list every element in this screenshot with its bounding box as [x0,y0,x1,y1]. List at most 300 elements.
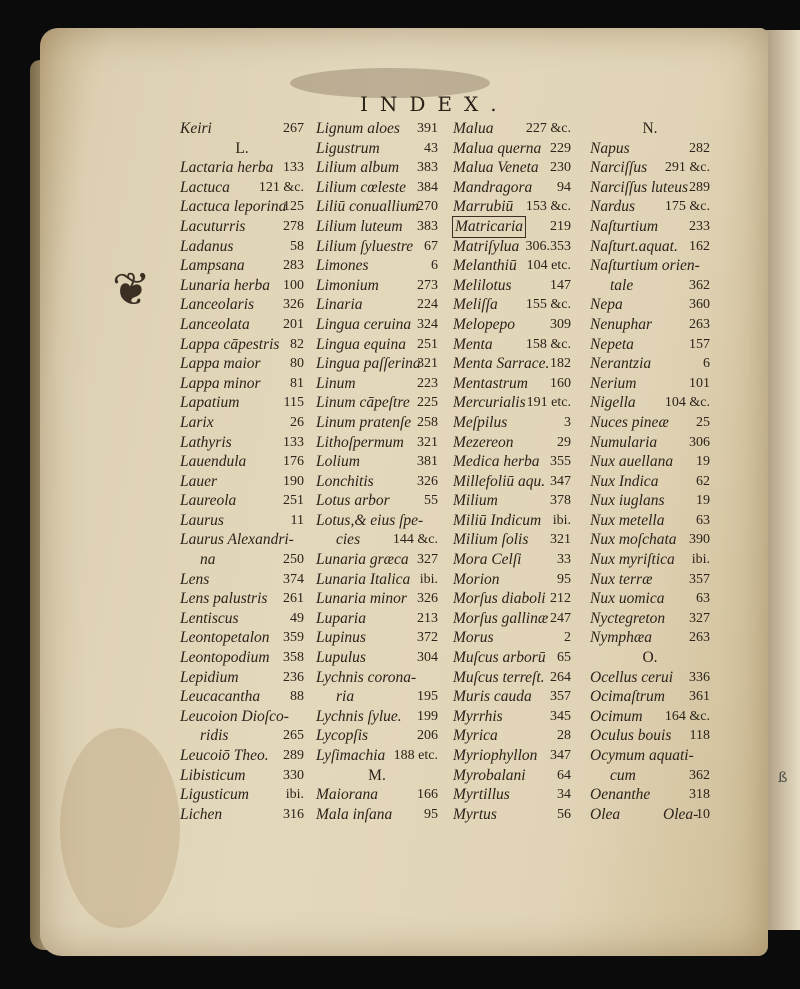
entry-name: Morſus diaboli [453,590,546,608]
entry-name: Lactuca leporina [180,198,287,216]
index-entry [316,766,438,786]
index-entry [316,217,438,237]
index-entry [180,472,304,492]
index-entry [180,550,304,570]
entry-page: 321 [550,532,571,548]
index-entry [180,530,304,550]
entry-page: 64 [557,767,571,783]
entry-page: 65 [557,650,571,666]
index-entry [590,726,710,746]
entry-name: Lacuturris [180,217,246,235]
floral-ornament-icon: ❦ [112,262,151,316]
index-entry [180,452,304,472]
index-entry [180,785,304,805]
index-entry [590,628,710,648]
entry-name: Linum cāpeſtre [316,394,410,412]
index-entry [590,217,710,237]
index-entry [453,550,571,570]
entry-page: 55 [424,493,438,509]
entry-name: Leucacantha [180,688,261,706]
entry-page: 175 &c. [664,199,710,215]
index-entry [590,550,710,570]
entry-page: 273 [417,277,438,293]
entry-page: 10 [696,806,710,822]
index-entry [590,139,710,159]
entry-page: 101 [689,375,710,391]
entry-page: 357 [689,571,710,587]
index-entry [316,335,438,355]
entry-name: Lappa cāpestris [180,335,280,353]
entry-page: 63 [696,591,710,607]
index-entry [316,374,438,394]
index-entry [453,609,571,629]
index-entry [180,158,304,178]
index-entry [180,413,304,433]
entry-name: Libisticum [180,766,246,784]
entry-page: 229 [550,140,571,156]
entry-page: 157 [689,336,710,352]
entry-name: Lunaria Italica [316,570,411,588]
entry-page: 289 [689,179,710,195]
entry-name: Matricaria [455,217,524,235]
entry-page: 261 [283,591,304,607]
entry-page: 212 [550,591,571,607]
index-entry [590,785,710,805]
entry-page: 391 [417,121,438,136]
index-entry [180,374,304,394]
index-entry [180,648,304,668]
entry-page: 360 [689,297,710,313]
entry-name: Nardus [590,198,636,216]
entry-page: 62 [696,473,710,489]
entry-page: 133 [283,160,304,176]
index-entry [453,746,571,766]
entry-page: 278 [283,218,304,234]
entry-name: Narciſſus [590,159,648,177]
entry-name: Nyctegreton [590,609,666,627]
index-entry [453,687,571,707]
entry-page: 213 [417,610,438,626]
entry-page: 191 etc. [526,395,571,411]
entry-page: 227 &c. [525,121,571,136]
index-entry [453,530,571,550]
entry-name: Ocimaſtrum [590,688,665,706]
entry-name: Nuces pineæ [590,413,669,431]
index-entry [590,491,710,511]
index-entry [590,609,710,629]
entry-page: 378 [550,493,571,509]
entry-page: 188 etc. [393,748,438,763]
entry-page: 95 [557,571,571,587]
entry-page: 355 [550,454,571,470]
index-entry [316,452,438,472]
index-entry [180,393,304,413]
entry-name: Ocymum aquati- [590,747,694,764]
entry-page: 289 [283,748,304,763]
index-entry [180,511,304,531]
index-entry [453,295,571,315]
entry-page: 182 [550,356,571,372]
index-entry [316,589,438,609]
entry-name: Lactuca [180,178,230,196]
entry-page: 309 [550,316,571,332]
index-entry [590,178,710,198]
entry-name: Muris cauda [453,688,532,706]
index-entry [453,158,571,178]
entry-name: Lichen [180,805,223,823]
entry-name: Leontopetalon [180,629,270,647]
entry-name: Nux myriſtica [590,551,675,569]
index-entry [316,785,438,805]
entry-name: Napus [590,139,630,157]
entry-name: Lauendula [180,453,247,471]
index-entry [180,668,304,688]
entry-name: Morus [453,629,494,647]
entry-name: Mercurialis [453,394,526,412]
index-entry [180,805,304,825]
index-entry [316,354,438,374]
entry-name: Nux auellana [590,453,674,471]
index-column-4 [590,119,710,824]
entry-page: 326 [283,297,304,313]
index-entry [316,511,438,531]
entry-name: Matriſylua [453,237,520,255]
index-entry [453,511,571,531]
entry-name: Nux terræ [590,570,653,588]
entry-page: 26 [290,414,304,430]
entry-name: Muſcus arborū [453,649,546,667]
entry-name: Morion [453,570,500,588]
index-entry [590,374,710,394]
entry-page: 250 [283,552,304,568]
entry-page: 327 [689,610,710,626]
index-entry [590,766,710,786]
index-entry [180,766,304,786]
entry-page: 80 [290,356,304,372]
entry-name: Miliū Indicum [453,511,542,529]
entry-name: Nepa [590,296,623,314]
index-entry [590,746,710,766]
index-entry [316,276,438,296]
entry-name: Keiri [180,120,212,137]
entry-page: 49 [290,610,304,626]
index-entry [590,687,710,707]
entry-page: ibi. [691,552,710,568]
entry-name: Meſpilus [453,413,508,431]
entry-name: Ligusticum [180,786,249,804]
index-entry [453,276,571,296]
index-entry [590,237,710,257]
index-entry [590,335,710,355]
index-entry [180,217,304,237]
entry-name: Menta Sarrace. [453,355,550,373]
entry-page: 362 [689,277,710,293]
entry-name: L. [235,139,249,157]
index-entry [316,687,438,707]
index-entry [180,315,304,335]
index-entry [590,295,710,315]
index-entry [453,315,571,335]
entry-name: Lilium ſyluestre [316,237,414,255]
entry-page: 94 [557,179,571,195]
entry-name: Lappa minor [180,374,261,392]
index-entry [180,687,304,707]
index-entry [316,472,438,492]
entry-page: 201 [283,316,304,332]
entry-name: cum [610,766,636,784]
index-column-3 [453,119,571,824]
index-entry [180,139,304,159]
entry-name: Myrtillus [453,786,510,804]
entry-name: Numularia [590,433,658,451]
entry-name: Lotus arbor [316,492,390,510]
index-entry [453,217,571,237]
entry-name: Lauer [180,472,218,490]
index-entry [316,609,438,629]
entry-page: 147 [550,277,571,293]
entry-name: Mandragora [453,178,533,196]
catchword: Olea- [663,806,699,823]
entry-page: 195 [417,689,438,705]
entry-name: Leucoiō Theo. [180,747,269,764]
entry-name: ria [336,688,355,706]
index-entry [590,315,710,335]
entry-name: Malua querna [453,139,542,157]
entry-page: 199 [417,708,438,724]
entry-page: 225 [417,395,438,411]
entry-name: Nymphæa [590,629,652,647]
index-entry [180,726,304,746]
index-entry [453,354,571,374]
entry-name: Nigella [590,394,636,412]
entry-name: Lanceolata [180,315,250,333]
entry-page: 43 [424,140,438,156]
entry-name: Limones [316,257,369,275]
entry-name: Oenanthe [590,786,651,804]
entry-page: 264 [550,669,571,685]
margin-mark: ß [778,770,788,786]
index-entry [453,119,571,139]
entry-name: Nenuphar [590,315,652,333]
entry-page: 6 [703,356,710,372]
entry-page: 153 &c. [525,199,571,215]
entry-name: Leontopodium [180,649,270,667]
index-entry [590,256,710,276]
entry-page: 100 [283,277,304,293]
entry-name: Lychnis ſylue. [316,707,402,725]
entry-page: ibi. [285,787,304,803]
entry-name: Ligustrum [316,139,380,157]
entry-page: 3 [564,414,571,430]
entry-page: 223 [417,375,438,391]
entry-page: 251 [417,336,438,352]
entry-page: 158 &c. [525,336,571,352]
index-entry [590,119,710,139]
paper-stain [60,728,180,928]
entry-name: Millefoliū aqu. [453,472,546,490]
index-entry [453,139,571,159]
entry-page: 104 etc. [526,258,571,274]
entry-name: Lens palustris [180,590,268,608]
entry-name: Lupulus [316,649,366,667]
index-entry [180,746,304,766]
index-entry [453,256,571,276]
entry-name: Mezereon [453,433,514,451]
index-entry [180,707,304,727]
entry-name: na [200,551,216,569]
entry-name: Luparia [316,609,366,627]
entry-page: 155 &c. [525,297,571,313]
entry-page: 28 [557,728,571,744]
entry-page: 321 [417,434,438,450]
entry-name: Muſcus terreſt. [453,668,545,686]
entry-page: 330 [283,767,304,783]
index-entry [590,276,710,296]
entry-name: Myrica [453,727,498,745]
index-entry [590,433,710,453]
index-entry [316,570,438,590]
entry-name: Mala inſana [316,805,393,823]
entry-page: 125 [283,199,304,215]
index-entry [453,433,571,453]
entry-page: 258 [417,414,438,430]
entry-name: Leucoion Dioſco- [180,707,289,725]
index-entry [316,707,438,727]
entry-name: Lunaria græca [316,551,409,569]
entry-page: 374 [283,571,304,587]
entry-page: 19 [696,493,710,509]
entry-page: 361 [689,689,710,705]
entry-name: Lepidium [180,668,239,686]
entry-page: 359 [283,630,304,646]
entry-name: Ocimum [590,707,643,725]
entry-page: 327 [417,552,438,568]
entry-name: Ocellus cerui [590,668,674,686]
index-entry [453,197,571,217]
entry-name: O. [642,649,658,667]
index-entry [316,295,438,315]
entry-page: 321 [417,356,438,372]
entry-page: 283 [283,258,304,274]
index-entry [180,119,304,139]
entry-name: Malua Veneta [453,159,539,177]
entry-name: Narciſſus luteus [590,178,689,196]
index-entry [180,197,304,217]
index-entry [590,354,710,374]
entry-name: Lingua ceruina [316,315,412,333]
entry-name: Melilotus [453,276,512,294]
entry-page: 357 [550,689,571,705]
index-entry [180,237,304,257]
entry-page: 306.353 [525,238,571,254]
index-entry [453,648,571,668]
entry-name: ridis [200,727,229,745]
entry-page: 233 [689,218,710,234]
index-entry [316,256,438,276]
entry-name: Medica herba [453,453,540,471]
entry-name: Lychnis corona- [316,668,417,686]
entry-page: 384 [417,179,438,195]
entry-name: Linum pratenſe [316,413,412,431]
entry-page: 104 &c. [664,395,710,411]
index-entry [453,668,571,688]
index-entry [316,668,438,688]
entry-name: Nerantzia [590,355,652,373]
entry-page: 347 [550,748,571,763]
index-entry [316,805,438,825]
entry-page: 362 [689,767,710,783]
entry-name: Lyſimachia [316,747,386,764]
entry-page: 63 [696,512,710,528]
entry-page: 267 [283,121,304,136]
index-entry [453,491,571,511]
index-entry [316,237,438,257]
entry-name: Naſturtium orien- [590,257,700,275]
index-entry [180,256,304,276]
index-entry [453,707,571,727]
entry-name: Melopepo [453,315,515,333]
index-entry [316,746,438,766]
index-entry [453,374,571,394]
entry-page: 324 [417,316,438,332]
entry-page: 390 [689,532,710,548]
entry-page: 263 [689,316,710,332]
index-entry [453,805,571,825]
index-entry [316,491,438,511]
entry-page: 81 [290,375,304,391]
index-entry [453,628,571,648]
entry-page: 265 [283,728,304,744]
index-entry [316,119,438,139]
index-entry [590,589,710,609]
entry-name: Larix [180,413,214,431]
entry-name: Myrobalani [453,766,526,784]
entry-page: 164 &c. [664,708,710,724]
entry-page: 230 [550,160,571,176]
index-entry [590,511,710,531]
entry-name: Olea [590,805,621,823]
entry-name: Lonchitis [316,472,374,490]
index-entry [180,295,304,315]
index-entry [180,178,304,198]
index-column-1 [180,119,304,824]
entry-page: 326 [417,591,438,607]
entry-name: Linaria [316,296,363,314]
entry-page: 318 [689,787,710,803]
entry-name: Menta [453,335,493,353]
entry-name: Laurus [180,511,224,529]
index-entry [590,158,710,178]
entry-name: Lithoſpermum [316,433,404,451]
index-entry [590,393,710,413]
index-entry [453,335,571,355]
entry-page: 25 [696,414,710,430]
entry-name: Lactaria herba [180,159,274,177]
index-entry [453,237,571,257]
entry-page: 381 [417,454,438,470]
entry-page: 263 [689,630,710,646]
entry-page: 282 [689,140,710,156]
entry-page: 160 [550,375,571,391]
entry-name: Mentastrum [453,374,528,392]
entry-name: Lunaria minor [316,590,407,608]
index-entry [590,530,710,550]
index-entry [180,628,304,648]
index-entry [453,393,571,413]
index-entry [180,276,304,296]
index-entry [316,393,438,413]
entry-page: 358 [283,650,304,666]
